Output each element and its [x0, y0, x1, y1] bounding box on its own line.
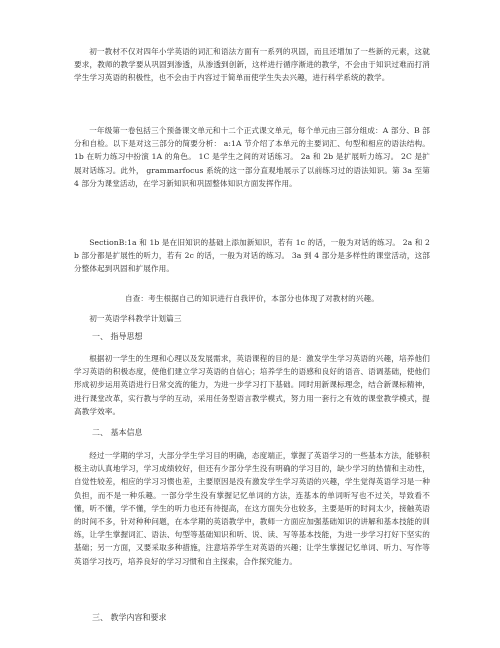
paragraph-basic-info: 经过一学期的学习，大部分学生学习目的明确，态度端正，掌握了英语学习的一些基本方法，能够积极主动认真地学习，学习成绩较好，但还有少部分学生没有明确的学习目的，缺少学习的热情和主动性，自觉性较差，相应的学习习惯也差，主要原因是没有激发学生学习英语的兴趣，学生觉得英语学习是一种负担，而不是一种乐趣。一部分学生没有掌握记忆单词的方法，连基本的单词听写也不过关，导致看不懂，听不懂，学不懂，学生的听力也还有待提高，在这方面失分也较多，主要是听的时间太少，接触英语的时间不多，针对种种问题，在本学期的英语教学中，教师一方面应加强基础知识的讲解和基本技能的训练，让学生掌握词汇、语法、句型等基础知识和听、说、读、写等基本技能，为进一步学习打好下坚实的基础；另一方面，又要采取多种措施，注意培养学生对英语的兴趣；让学生掌握记忆单词、听力、写作等英语学习技巧，培养良好的学习习惯和自主探索，合作探究能力。	[74, 451, 430, 566]
section-title: 初一英语学科教学计划篇三	[89, 314, 182, 323]
paragraph-unit-structure: 一年级第一卷包括三个预备课文单元和十二个正式课文单元，每个单元由三部分组成：A 部分、B 部分和自检。以下是对这三部分的简要分析： a:1A 节介绍了本单元的主要词汇、句型和相应的语法结构。 1b 在听力练习中扮演 1A 的角色。 1C 是学生之间的对话练习。 2a 和 2b 是扩展听力练习。 2C 是扩展对话练习。此外， grammarfocus 系统的这一部分直观地展示了以前练习过的语法知识。第 3a 至第 4 部分为课堂活动，在学习新知识和巩固整体知识方面发挥作用。	[74, 126, 430, 188]
paragraph-guiding-ideology: 根据初一学生的生理和心理以及发展需求，英语课程的目的是：激发学生学习英语的兴趣，培养他们学习英语的积极态度，使他们建立学习英语的自信心；培养学生的语感和良好的语音、语调基础，使他们形成初步运用英语进行日常交流的能力，为进一步学习打下基础。同时用新课标理念，结合新课标精神，进行课堂改革，实行教与学的互动，采用任务型语言教学模式，努力用一套行之有效的课堂教学模式，提高教学效率。	[74, 354, 430, 416]
paragraph-section-b: SectionB:1a 和 1b 是在旧知识的基础上添加新知识，若有 1c 的话，一般为对话的练习。 2a 和 2b 部分都是扩展性的听力，若有 2c 的话，一般为对话的练习。 3a 到 4 部分是多样性的课堂活动，这部分整体起到巩固和扩展作用。	[74, 238, 430, 274]
heading-basic-info: 二、 基本信息	[92, 428, 143, 437]
paragraph-self-check: 自查：考生根据自己的知识进行自我评价，本部分也体现了对教材的兴趣。	[125, 294, 379, 303]
paragraph-textbook-intro: 初一教材不仅对四年小学英语的词汇和语法方面有一系列的巩固，而且还增加了一些新的元素，这就要求，教师的教学要从巩固到渗透，从渗透到创新，这样进行循序渐进的教学，不会由于知识过难而打消学生学习英语的积极性，也不会由于内容过于简单而使学生失去兴趣，进行科学系统的教学。	[74, 47, 430, 83]
heading-teaching-content: 三、 教学内容和要求	[92, 613, 167, 622]
heading-guiding-ideology: 一、 指导思想	[92, 332, 143, 341]
